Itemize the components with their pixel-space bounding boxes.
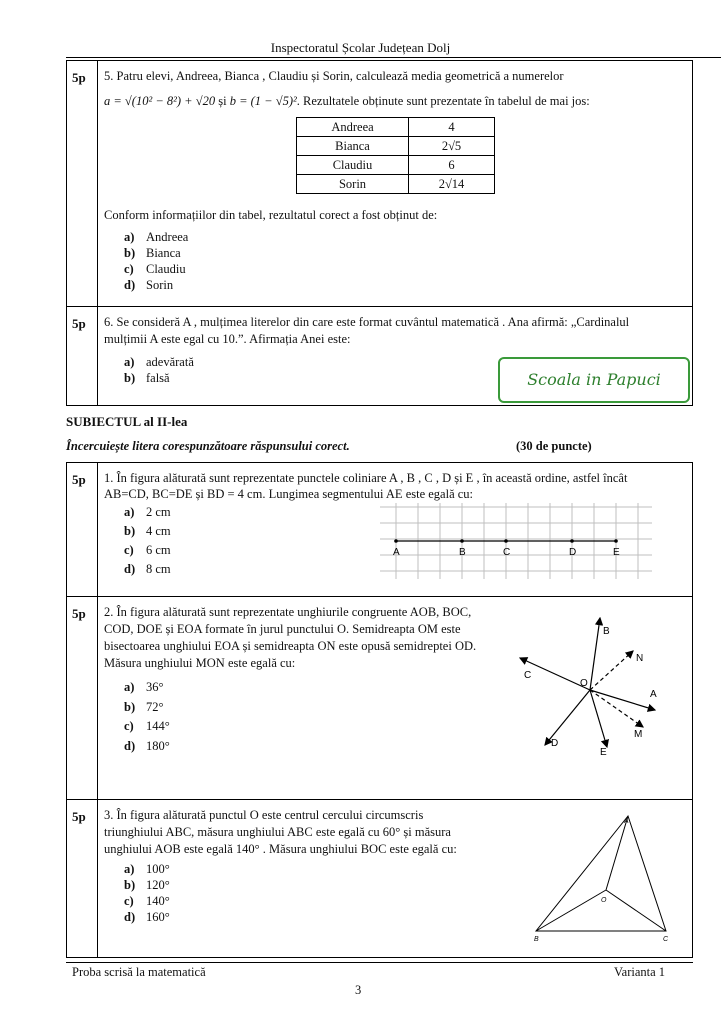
section-points: (30 de puncte) [516, 439, 592, 453]
label-d: D [569, 547, 577, 558]
points-column-divider [97, 462, 98, 958]
table-row [297, 175, 495, 194]
q5-text: 5. Patru elevi, Andreea, Bianca , Claudiu și Sorin, calculează media geometrică a numerelor [104, 69, 564, 83]
label-b: B [459, 547, 466, 558]
q2-points: 5p [72, 606, 86, 621]
table-cell-value: 4 [409, 118, 495, 137]
page-number: 3 [355, 983, 362, 997]
q2-figure [515, 615, 665, 765]
point-d [570, 539, 574, 543]
q1-option-a[interactable]: a) 2 cm [124, 505, 171, 519]
q2-text-line2: COD, DOE și EOA formate în jurul punctului O. Semidreapta OM este [104, 622, 461, 636]
section-title: SUBIECTUL al II-lea [66, 414, 188, 429]
q5-option-c[interactable]: c) Claudiu [124, 262, 186, 276]
q1-option-d[interactable]: d) 8 cm [124, 562, 171, 576]
label-b: B [603, 626, 610, 637]
table-cell-name: Andreea [297, 118, 409, 137]
table-cell-name: Claudiu [297, 156, 409, 175]
label-m: M [634, 729, 643, 740]
q3-option-c[interactable]: c) 140° [124, 894, 170, 908]
q3-text-line3: unghiului AOB este egală 140° . Măsura unghiului BOC este egală cu: [104, 842, 457, 856]
ray-od [545, 690, 590, 745]
points-column-divider [97, 60, 98, 406]
footer-left: Proba scrisă la matematică [72, 965, 206, 979]
ray-oa [590, 690, 655, 710]
label-c: C [503, 547, 511, 558]
watermark-stamp: Scoala in Papuci [498, 357, 690, 403]
label-c: C [663, 936, 669, 943]
results-table [296, 117, 495, 194]
q2-text-line4: Măsura unghiului MON este egală cu: [104, 656, 296, 670]
q6-option-a[interactable]: a) adevărată [124, 355, 194, 369]
q1-text-line2: AB=CD, BC=DE și BD = 4 cm. Lungimea segmentului AE este egală cu: [104, 487, 474, 501]
q6-text-line1: 6. Se consideră A , mulțimea literelor din care este format cuvântul matematică . Ana afirmă: „Cardinalul [104, 315, 630, 329]
q1-option-b[interactable]: b) 4 cm [124, 524, 171, 538]
section-instruction: Încercuiește litera corespunzătoare răspunsului corect. [66, 439, 350, 453]
q5-prompt: Conform informațiilor din tabel, rezultatul corect a fost obținut de: [104, 208, 438, 222]
point-b [460, 539, 464, 543]
q3-option-d[interactable]: d) 160° [124, 910, 170, 924]
table-cell-value: 2√5 [409, 137, 495, 156]
label-a: A [624, 818, 629, 825]
q5-points: 5p [72, 70, 86, 85]
q5-formula-tail: . Rezultatele obținute sunt prezentate în tabelul de mai jos: [296, 94, 590, 108]
ray-ob [590, 618, 600, 690]
table-row [297, 156, 495, 175]
table-cell-value: 2√14 [409, 175, 495, 194]
q2-option-b[interactable]: b) 72° [124, 700, 164, 714]
label-e: E [613, 547, 620, 558]
q5-formula-and: și [218, 94, 227, 108]
segment-oc [606, 890, 666, 931]
q3-option-a[interactable]: a) 100° [124, 862, 170, 876]
label-e: E [600, 747, 607, 758]
q3-option-b[interactable]: b) 120° [124, 878, 170, 892]
table-cell-value: 6 [409, 156, 495, 175]
segment-oa [606, 816, 628, 890]
q6-text-line2: mulțimii A este egal cu 10.”. Afirmația Anei este: [104, 332, 351, 346]
q2-option-a[interactable]: a) 36° [124, 680, 164, 694]
q3-text-line2: triunghiului ABC, măsura unghiului ABC este egală cu 60° și măsura [104, 825, 451, 839]
q1-option-c[interactable]: c) 6 cm [124, 543, 171, 557]
ray-on [590, 651, 633, 690]
q3-points: 5p [72, 809, 86, 824]
page-header: Inspectoratul Școlar Județean Dolj [270, 40, 451, 55]
q3-figure [518, 806, 686, 948]
table-cell-name: Sorin [297, 175, 409, 194]
label-n: N [636, 653, 644, 664]
point-e [614, 539, 618, 543]
point-a [394, 539, 398, 543]
label-c: C [524, 670, 532, 681]
label-a: A [393, 547, 400, 558]
q2-text-line3: bisectoarea unghiului EOA și semidreapta ON este opusă semidreptei OD. [104, 639, 477, 653]
table-cell-name: Bianca [297, 137, 409, 156]
question-divider [66, 306, 693, 307]
q5-option-a[interactable]: a) Andreea [124, 230, 189, 244]
header-rule [66, 57, 721, 58]
point-c [504, 539, 508, 543]
q5-option-d[interactable]: d) Sorin [124, 278, 174, 292]
q6-points: 5p [72, 316, 86, 331]
q1-points: 5p [72, 472, 86, 487]
q1-figure [376, 503, 656, 581]
footer-right: Varianta 1 [614, 965, 666, 979]
triangle-abc [536, 816, 666, 931]
q5-formula-a: a = √(10² − 8²) + √20 [104, 94, 216, 108]
question-divider [66, 799, 693, 800]
label-o: O [580, 678, 588, 689]
q5-option-b[interactable]: b) Bianca [124, 246, 181, 260]
q2-option-d[interactable]: d) 180° [124, 739, 170, 753]
ray-om [590, 690, 643, 727]
table-row [297, 118, 495, 137]
ray-oe [590, 690, 607, 747]
q6-option-b[interactable]: b) falsă [124, 371, 170, 385]
footer-rule [66, 962, 693, 963]
q3-text-line1: 3. În figura alăturată punctul O este centrul cercului circumscris [104, 808, 424, 822]
q2-text-line1: 2. În figura alăturată sunt reprezentate unghiurile congruente AOB, BOC, [104, 605, 472, 619]
label-b: B [534, 936, 539, 943]
label-a: A [650, 689, 657, 700]
q5-formula-b: b = (1 − √5)² [229, 94, 297, 108]
table-row [297, 137, 495, 156]
segment-ob [536, 890, 606, 931]
label-o: O [601, 897, 607, 904]
q2-option-c[interactable]: c) 144° [124, 719, 170, 733]
label-d: D [551, 738, 559, 749]
question-divider [66, 596, 693, 597]
q5-formula [104, 93, 689, 110]
q1-text-line1: 1. În figura alăturată sunt reprezentate punctele coliniare A , B , C , D și E , în această ordine, astfel încât [104, 471, 628, 485]
